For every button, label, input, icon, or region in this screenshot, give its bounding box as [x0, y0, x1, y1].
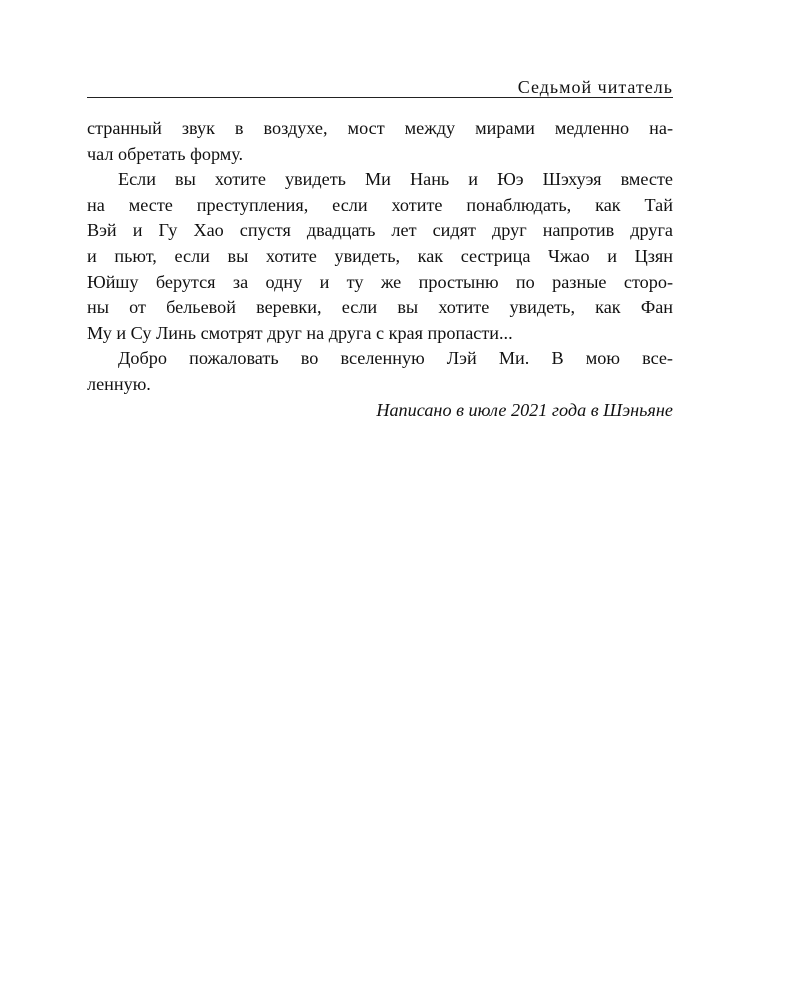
body-text [87, 116, 673, 423]
signature: Написано в июле 2021 года в Шэньяне [376, 399, 673, 420]
running-head: Седьмой читатель [517, 77, 673, 97]
text-line: Добро пожаловать во вселенную Лэй Ми. В мою все- [118, 348, 673, 369]
text-line: ленную. [87, 373, 151, 394]
text-line: ны от бельевой веревки, если вы хотите увидеть, как Фан [87, 297, 673, 318]
text-line: Вэй и Гу Хао спустя двадцать лет сидят друг напротив друга [87, 220, 673, 241]
text-line: странный звук в воздухе, мост между мирами медленно на- [87, 118, 673, 138]
text-line: Если вы хотите увидеть Ми Нань и Юэ Шэхуэя вместе [118, 169, 673, 190]
text-line: чал обретать форму. [87, 143, 244, 164]
text-line: Му и Су Линь смотрят друг на друга с края пропасти... [87, 322, 513, 343]
text-line: и пьют, если вы хотите увидеть, как сестрица Чжао и Цзян [87, 245, 673, 266]
text-line: на месте преступления, если хотите понаблюдать, как Тай [87, 194, 673, 215]
header-rule [87, 97, 673, 98]
text-line: Юйшу берутся за одну и ту же простыню по разные сторо- [87, 271, 673, 292]
book-page [87, 0, 673, 1000]
